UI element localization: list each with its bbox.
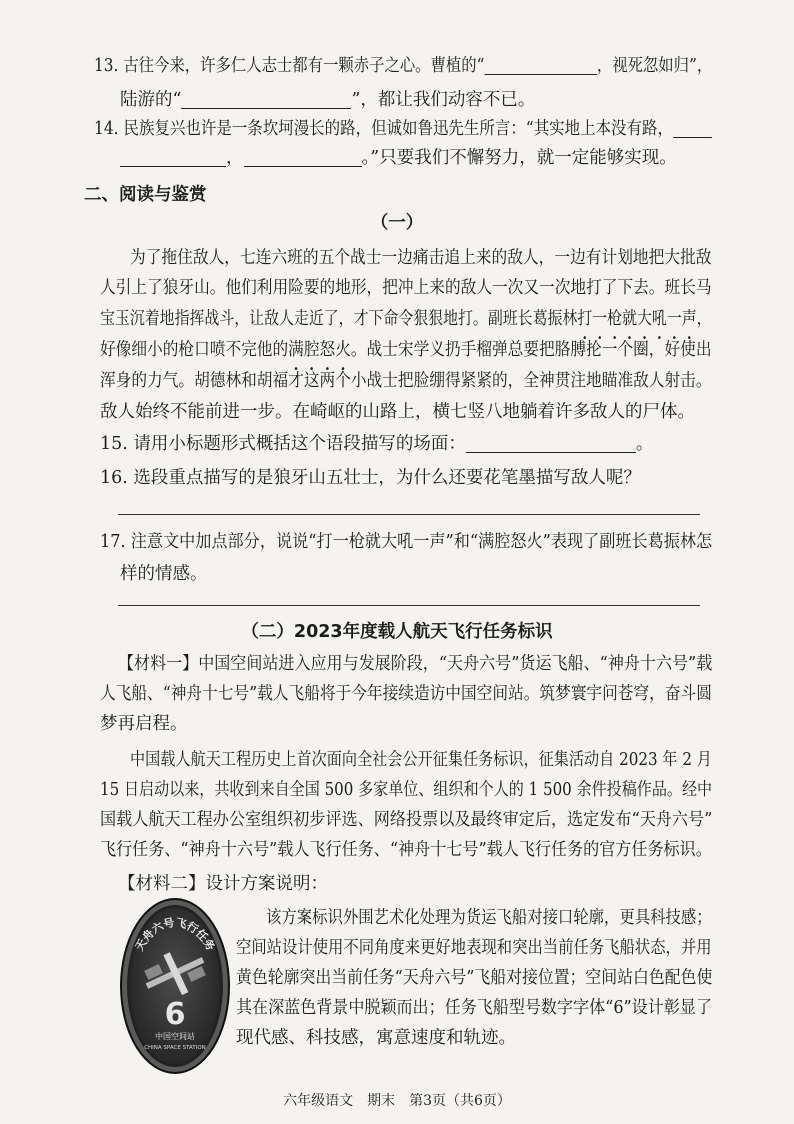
q15-text: 15. 请用小标题形式概括这个语段描写的场面： — [100, 434, 466, 454]
q13-text-c: 陆游的“ — [120, 90, 182, 110]
q17-line2: 样的情感。 — [120, 564, 208, 584]
passage1-line4 — [100, 338, 712, 362]
q13-blank-2[interactable] — [181, 90, 351, 109]
passage1-line2: 人引上了狼牙山。他们利用险要的地形，把冲上来的敌人一次又一次地打了下去。班长马 — [100, 278, 712, 298]
material2-line2: 空间站设计使用不同角度来更好地表现和突出当前任务飞船状态，并用 — [236, 938, 712, 958]
material2-line5: 现代感、科技感，寓意速度和轨迹。 — [236, 1028, 516, 1048]
space-station-icon — [144, 952, 206, 995]
q16-answer-line[interactable] — [118, 514, 700, 515]
emphasis-char: 腔 — [303, 340, 320, 360]
material1-p2-line3: 国载人航天工程办公室组织初步评选、网络投票以及最终审定后，选定发布“天舟六号” — [100, 810, 713, 830]
emphasis-char: 就 — [622, 309, 638, 329]
q15-answer-blank[interactable] — [466, 434, 636, 453]
mission-logo-graphic — [122, 900, 228, 1072]
logo-bottom-en: CHINA SPACE STATION — [144, 1045, 206, 1051]
emphasis-char: 枪 — [607, 309, 623, 329]
q15 — [100, 432, 653, 456]
emphasis-char: 满 — [288, 340, 304, 360]
q14-blank-3[interactable] — [244, 148, 362, 167]
part1-title: （一） — [370, 213, 424, 233]
q17-answer-line[interactable] — [118, 605, 700, 606]
emphasis-char: 打 — [577, 309, 593, 329]
q13-text-d: ”，都让我们动容不已。 — [351, 90, 536, 110]
q15-end: 。 — [635, 434, 654, 454]
passage1-comma: ， — [696, 309, 712, 329]
emphasis-char: 火 — [335, 340, 351, 360]
passage1-line3 — [100, 307, 712, 331]
q17-line1: 17. 注意文中加点部分，说说“打一枪就大吼一声”和“满腔怒火”表现了副班长葛振林怎 — [100, 532, 713, 552]
section-title: 二、阅读与鉴赏 — [84, 185, 207, 205]
passage1-text-c: 。战士宋学义扔手榴弹总要把胳膊抡一个圈，好使出 — [350, 340, 712, 360]
emphasis-char: 吼 — [651, 309, 667, 329]
material1-line3: 梦再启程。 — [100, 714, 188, 734]
material2-line4: 其在深蓝色背景中脱颖而出；任务飞船型号数字字体“6”设计彰显了 — [236, 998, 713, 1018]
q14-blank-1[interactable] — [673, 119, 712, 138]
logo-top-text: 天舟六号飞行任务 — [132, 916, 218, 953]
passage1-line1: 为了拖住敌人，七连六班的五个战士一边痛击追上来的敌人，一边有计划地把大批敌 — [130, 248, 712, 268]
logo-bottom-cn: 中国空间站 — [155, 1032, 195, 1041]
q14-text-a: 14. 民族复兴也许是一条坎坷漫长的路，但诚如鲁迅先生所言：“其实地上本没有路， — [94, 119, 673, 139]
q14-blank-2[interactable] — [120, 148, 226, 167]
dotted-phrase-2 — [288, 340, 351, 360]
q14-comma: ， — [226, 148, 244, 168]
material1-p2-line1: 中国载人航天工程历史上首次面向全社会公开征集任务标识，征集活动自 2023 年 2 月 — [130, 750, 712, 770]
q14-line2 — [120, 146, 677, 170]
material1-p2-line4: 飞行任务、“神舟十六号”载人飞行任务、“神舟十七号”载人飞行任务的官方任务标识。 — [100, 840, 712, 860]
q13-line2 — [120, 88, 535, 112]
dotted-phrase-1 — [577, 309, 696, 329]
passage1-text: 宝玉沉着地指挥战斗，让敌人走近了，才下命令狠狠地打。副班长葛振林 — [100, 309, 578, 329]
q13-text-b: ，视死忽如归”， — [596, 56, 713, 76]
q13-blank-1[interactable] — [484, 56, 596, 75]
svg-text:天舟六号飞行任务 — [133, 915, 218, 953]
passage1-line5: 浑身的力气。胡德林和胡福才这两个小战士把脸绷得紧紧的，全神贯注地瞄准敌人射击。 — [100, 371, 712, 391]
q13-text-a: 13. 古往今来，许多仁人志士都有一颗赤子之心。曹植的“ — [94, 56, 485, 76]
emphasis-char: 声 — [681, 309, 697, 329]
q14-line1 — [94, 117, 712, 141]
emphasis-char: 一 — [592, 309, 608, 329]
emphasis-char: 一 — [666, 309, 682, 329]
passage1-line6: 敌人始终不能前进一步。在崎岖的山路上，横七竖八地躺着许多敌人的尸体。 — [100, 402, 695, 422]
material2-title: 【材料二】设计方案说明： — [118, 874, 328, 894]
q16: 16. 选段重点描写的是狼牙山五壮士，为什么还要花笔墨描写敌人呢？ — [100, 468, 641, 488]
emphasis-char: 怒 — [319, 340, 336, 360]
mission-logo — [120, 898, 230, 1074]
q14-text-b: 。”只要我们不懈努力，就一定能够实现。 — [361, 148, 677, 168]
material2-line3: 黄色轮廓突出当前任务“天舟六号”飞船对接位置；空间站白色配色使 — [236, 968, 713, 988]
q13-line1 — [94, 54, 712, 78]
material1-line2: 人飞船、“神舟十七号”载人飞船将于今年接续造访中国空间站。筑梦寰宇问苍穹，奋斗圆 — [100, 684, 712, 704]
page-footer: 六年级语文 期末 第3页（共6页） — [283, 1093, 511, 1109]
material1-p2-line2: 15 日启动以来，共收到来自全国 500 多家单位、组织和个人的 1 500 余件投稿作品。经中 — [100, 780, 713, 800]
material2-line1: 该方案标识外围艺术化处理为货运飞船对接口轮廓，更具科技感； — [266, 908, 712, 928]
emphasis-char: 大 — [637, 309, 652, 329]
material1-line1: 【材料一】中国空间站进入应用与发展阶段，“天舟六号”货运飞船、“神舟十六号”载 — [118, 654, 713, 674]
part2-title: （二）2023年度载人航天飞行任务标识 — [241, 622, 553, 642]
passage1-text-b: 好像细小的枪口喷不完他的 — [100, 340, 289, 360]
logo-numeral: 6 — [164, 997, 186, 1032]
